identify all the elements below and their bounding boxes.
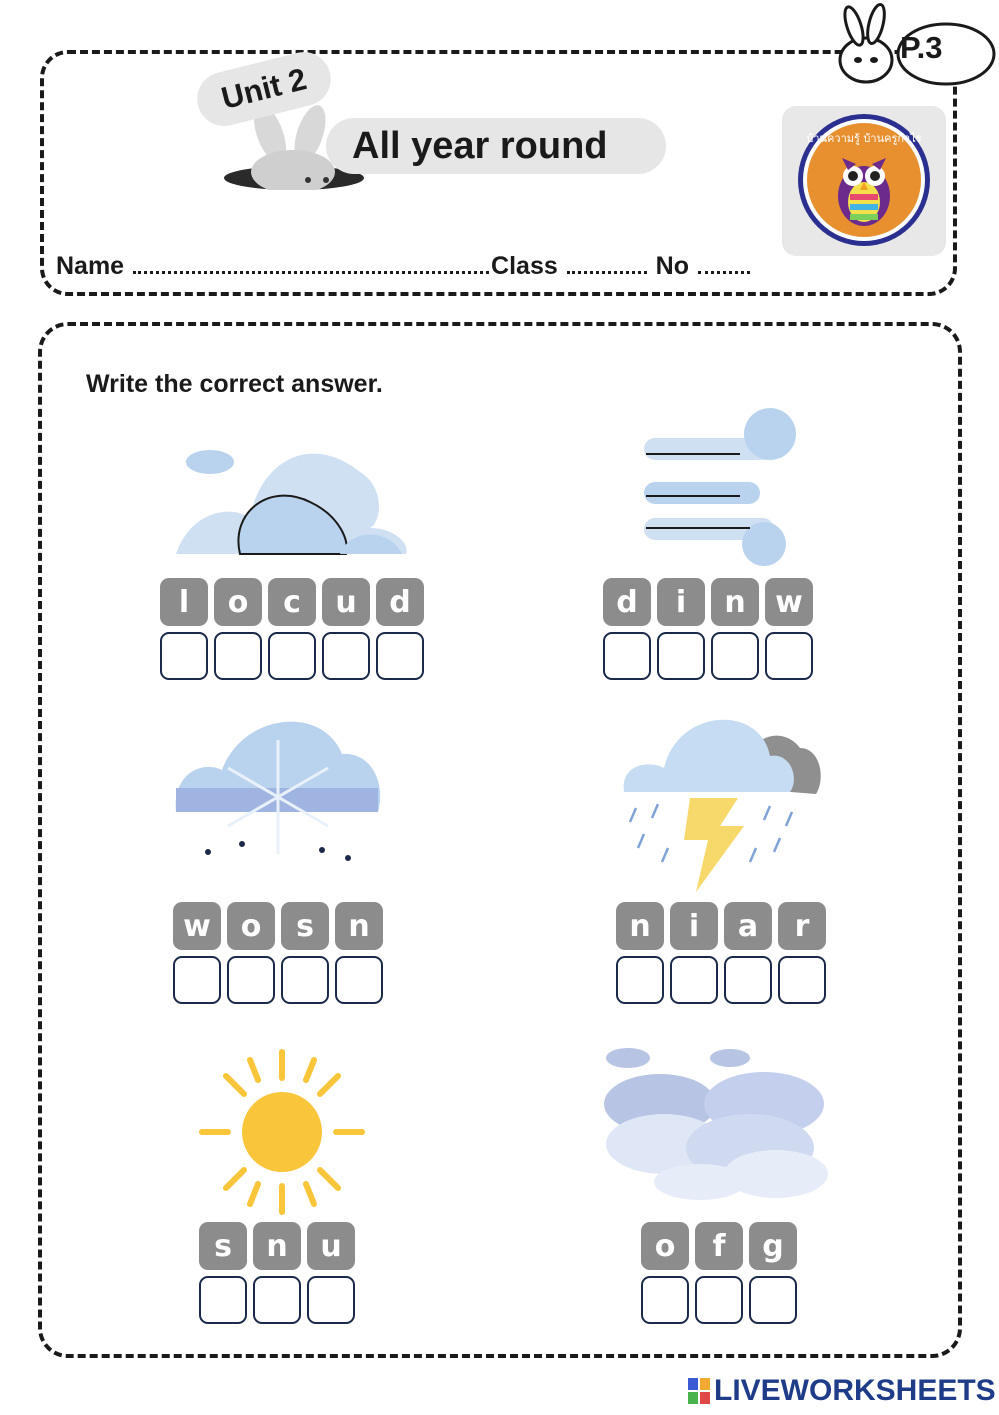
logo-text: บ้านความรู้ บ้านครูกำไร <box>806 132 922 145</box>
answer-box[interactable] <box>307 1276 355 1324</box>
rain-storm-icon <box>620 708 826 898</box>
snow-icon <box>172 704 386 864</box>
no-label: No <box>655 252 689 280</box>
number-blank[interactable] <box>698 269 750 274</box>
letter-tiles-5 <box>199 1222 355 1270</box>
answer-box[interactable] <box>173 956 221 1004</box>
letter-tile: n <box>616 902 664 950</box>
letter-tile: u <box>322 578 370 626</box>
letter-tiles-3 <box>173 902 383 950</box>
answer-box[interactable] <box>670 956 718 1004</box>
answer-boxes-3 <box>173 956 383 1004</box>
letter-tiles-6 <box>641 1222 797 1270</box>
answer-box[interactable] <box>749 1276 797 1324</box>
class-label: Class <box>491 252 558 280</box>
lightning-icon <box>684 798 744 892</box>
letter-tile: w <box>765 578 813 626</box>
letter-tile: o <box>227 902 275 950</box>
answer-box[interactable] <box>160 632 208 680</box>
cloudy-icon <box>170 432 410 567</box>
answer-boxes-5 <box>199 1276 355 1324</box>
letter-tile: d <box>376 578 424 626</box>
answer-boxes-1 <box>160 632 424 680</box>
answer-box[interactable] <box>214 632 262 680</box>
letter-tile: n <box>711 578 759 626</box>
letter-tiles-1 <box>160 578 424 626</box>
answer-box[interactable] <box>616 956 664 1004</box>
answer-box[interactable] <box>268 632 316 680</box>
answer-box[interactable] <box>724 956 772 1004</box>
class-blank[interactable] <box>567 269 647 274</box>
answer-box[interactable] <box>778 956 826 1004</box>
letter-tile: s <box>199 1222 247 1270</box>
answer-box[interactable] <box>657 632 705 680</box>
answer-box[interactable] <box>253 1276 301 1324</box>
letter-tile: r <box>778 902 826 950</box>
answer-box[interactable] <box>322 632 370 680</box>
letter-tile: l <box>160 578 208 626</box>
letter-tile: w <box>173 902 221 950</box>
student-info-line <box>56 252 752 281</box>
name-label: Name <box>56 252 125 280</box>
instruction-text: Write the correct answer. <box>86 370 383 398</box>
footer-brand[interactable] <box>688 1374 996 1408</box>
grade-badge: P.3 <box>900 30 943 65</box>
page-title: All year round <box>326 118 666 174</box>
answer-box[interactable] <box>199 1276 247 1324</box>
letter-tile: s <box>281 902 329 950</box>
letter-tile: u <box>307 1222 355 1270</box>
fog-icon <box>600 1046 834 1206</box>
liveworksheets-logo-icon <box>688 1378 710 1404</box>
footer-brand-text: LIVEWORKSHEETS <box>714 1374 996 1407</box>
letter-tile: c <box>268 578 316 626</box>
answer-box[interactable] <box>227 956 275 1004</box>
windy-icon <box>640 404 810 569</box>
letter-tile: g <box>749 1222 797 1270</box>
answer-boxes-4 <box>616 956 826 1004</box>
letter-tile: a <box>724 902 772 950</box>
answer-boxes-2 <box>603 632 813 680</box>
answer-box[interactable] <box>335 956 383 1004</box>
answer-box[interactable] <box>695 1276 743 1324</box>
name-blank[interactable] <box>133 269 489 274</box>
answer-box[interactable] <box>376 632 424 680</box>
answer-box[interactable] <box>711 632 759 680</box>
letter-tile: d <box>603 578 651 626</box>
school-logo <box>782 106 946 256</box>
unit-label: Unit 2 <box>191 46 336 131</box>
sun-icon <box>198 1048 366 1216</box>
letter-tile: o <box>214 578 262 626</box>
letter-tiles-2 <box>603 578 813 626</box>
letter-tile: i <box>670 902 718 950</box>
letter-tile: n <box>335 902 383 950</box>
letter-tile: o <box>641 1222 689 1270</box>
letter-tile: f <box>695 1222 743 1270</box>
letter-tile: i <box>657 578 705 626</box>
answer-box[interactable] <box>765 632 813 680</box>
answer-boxes-6 <box>641 1276 797 1324</box>
answer-box[interactable] <box>603 632 651 680</box>
letter-tiles-4 <box>616 902 826 950</box>
answer-box[interactable] <box>281 956 329 1004</box>
answer-box[interactable] <box>641 1276 689 1324</box>
letter-tile: n <box>253 1222 301 1270</box>
